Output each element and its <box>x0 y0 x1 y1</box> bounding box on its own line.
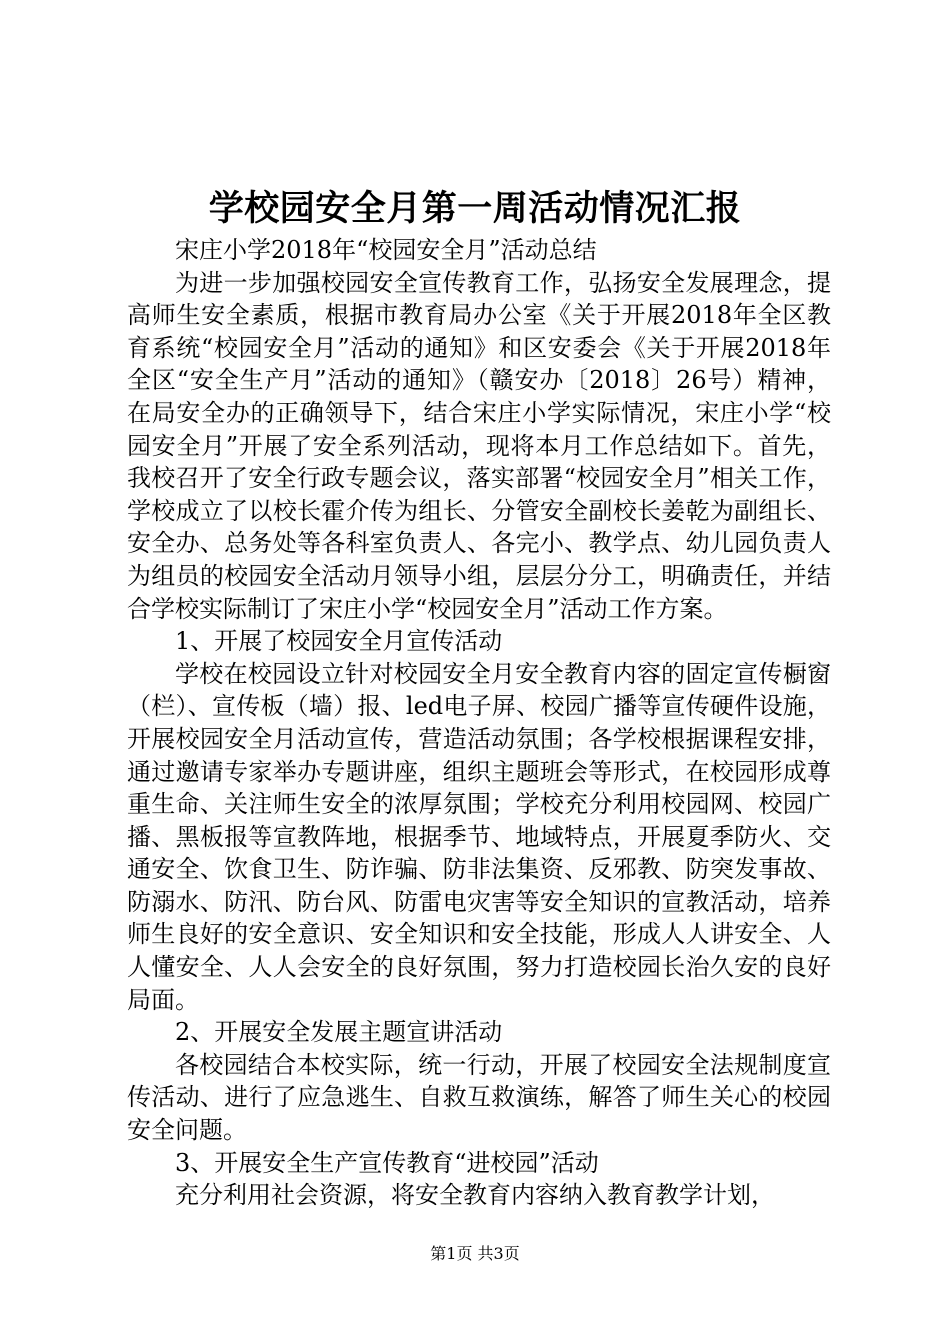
paragraph-section-2: 各校园结合本校实际，统一行动，开展了校园安全法规制度宣传活动、进行了应急逃生、自救互救演练，解答了师生关心的校园安全问题。 <box>127 1050 831 1145</box>
document-subtitle: 宋庄小学2018年“校园安全月”活动总结 <box>175 236 597 264</box>
paragraph-section-1: 学校在校园设立针对校园安全月安全教育内容的固定宣传橱窗（栏）、宣传板（墙）报、led电子屏、校园广播等宣传硬件设施，开展校园安全月活动宣传，营造活动氛围；各学校根据课程安排，通过邀请专家举办专题讲座，组织主题班会等形式，在校园形成尊重生命、关注师生安全的浓厚氛围；学校充分利用校园网、校园广播、黑板报等宣教阵地，根据季节、地域特点，开展夏季防火、交通安全、饮食卫生、防诈骗、防非法集资、反邪教、防突发事故、防溺水、防汛、防台风、防雷电灾害等安全知识的宣教活动，培养师生良好的安全意识、安全知识和安全技能，形成人人讲安全、人人懂安全、人人会安全的良好氛围，努力打造校园长治久安的良好局面。 <box>127 659 831 1014</box>
page-number-footer: 第1页 共3页 <box>430 1244 520 1263</box>
section-heading-1: 1、开展了校园安全月宣传活动 <box>175 627 503 656</box>
document-title: 学校园安全月第一周活动情况汇报 <box>208 188 742 229</box>
paragraph-intro: 为进一步加强校园安全宣传教育工作，弘扬安全发展理念，提高师生安全素质，根据市教育局办公室《关于开展2018年全区教育系统“校园安全月”活动的通知》和区安委会《关于开展2018年全区“安全生产月”活动的通知》（赣安办〔2018〕26号）精神，在局安全办的正确领导下，结合宋庄小学实际情况，宋庄小学“校园安全月”开展了安全系列活动，现将本月工作总结如下。首先，我校召开了安全行政专题会议，落实部署“校园安全月”相关工作，学校成立了以校长霍介传为组长、分管安全副校长姜乾为副组长、安全办、总务处等各科室负责人、各完小、教学点、幼儿园负责人为组员的校园安全活动月领导小组，层层分分工，明确责任，并结合学校实际制订了宋庄小学“校园安全月”活动工作方案。 <box>127 268 831 623</box>
section-heading-3: 3、开展安全生产宣传教育“进校园”活动 <box>175 1148 599 1177</box>
section-heading-2: 2、开展安全发展主题宣讲活动 <box>175 1018 503 1047</box>
document-body <box>127 234 831 1212</box>
paragraph-section-3: 充分利用社会资源，将安全教育内容纳入教育教学计划， <box>175 1181 775 1210</box>
